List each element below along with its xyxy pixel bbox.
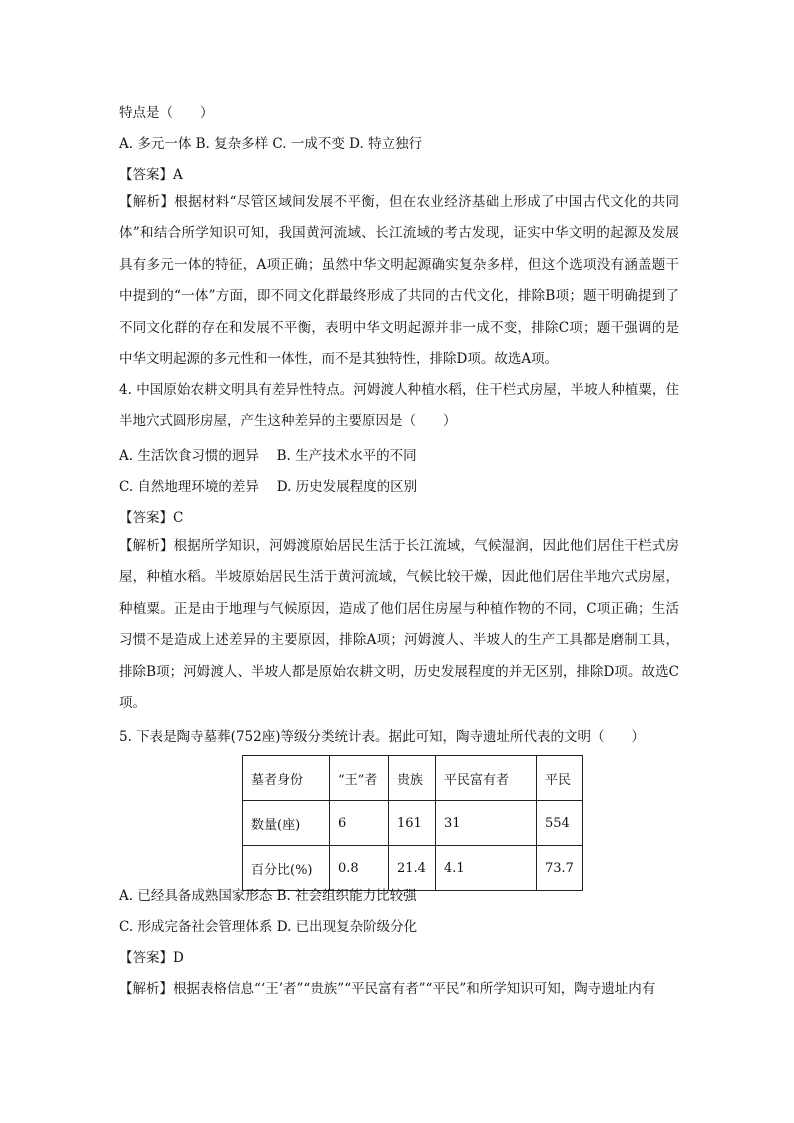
table-header-cell: 平民 [537,756,583,801]
table-cell: 4.1 [436,846,537,891]
q3-answer: 【答案】A [119,167,183,183]
q5-options-cd: C. 形成完备社会管理体系 D. 已出现复杂阶级分化 [119,919,418,935]
table-header-cell: 平民富有者 [436,756,537,801]
q4-options-ab: A. 生活饮食习惯的迥异 B. 生产技术水平的不同 [119,448,417,464]
q3-stem-end: 特点是（ ） [119,105,214,121]
table-header-cell: “王”者 [330,756,389,801]
table-cell: 百分比(%) [243,846,330,891]
q3-options: A. 多元一体 B. 复杂多样 C. 一成不变 D. 特立独行 [119,136,423,152]
table-cell: 21.4 [389,846,436,891]
table-row [243,846,583,891]
table-cell: 73.7 [537,846,583,891]
table-header-cell: 贵族 [389,756,436,801]
table-header-row [243,756,583,801]
table-cell: 554 [537,801,583,846]
q4-answer: 【答案】C [119,510,184,526]
table-cell: 6 [330,801,389,846]
q4-options-cd: C. 自然地理环境的差异 D. 历史发展程度的区别 [119,479,418,495]
q5-options-ab: A. 已经具备成熟国家形态 B. 社会组织能力比较强 [119,888,417,904]
q4-analysis: 【解析】根据所学知识，河姆渡原始居民生活于长江流域，气候湿润，因此他们居住干栏式房屋，种植水稻。半坡原始居民生活于黄河流域，气候比较干燥，因此他们居住半地穴式房屋，种植粟。正是由于地理与气候原因，造成了他们居住房屋与种植作物的不同，C项正确；生活习惯不是造成上述差异的主要原因，排除A项；河姆渡人、半坡人的生产工具都是磨制工具，排除B项；河姆渡人、半坡人都是原始农耕文明，历史发展程度的并无区别，排除D项。故选C项。 [119,538,679,712]
q3-analysis: 【解析】根据材料“尽管区域间发展不平衡，但在农业经济基础上形成了中国古代文化的共同体”和结合所学知识可知，我国黄河流域、长江流域的考古发现，证实中华文明的起源及发展具有多元一体的特征，A项正确；虽然中华文明起源确实复杂多样，但这个选项没有涵盖题干中提到的“一体”方面，即不同文化群最终形成了共同的古代文化，排除B项；题干明确提到了不同文化群的存在和发展不平衡，表明中华文明起源并非一成不变，排除C项；题干强调的是中华文明起源的多元性和一体性，而不是其独特性，排除D项。故选A项。 [119,194,679,368]
q4-stem: 4. 中国原始农耕文明具有差异性特点。河姆渡人种植水稻，住干栏式房屋，半坡人种植粟，住半地穴式圆形房屋，产生这种差异的主要原因是（ ） [119,382,679,430]
tomb-stats-table [242,755,583,891]
q5-stem: 5. 下表是陶寺墓葬(752座)等级分类统计表。据此可知，陶寺遗址所代表的文明（ ） [119,729,645,745]
q5-analysis-start: 【解析】根据表格信息“‘王’者”“贵族”“平民富有者”“平民”和所学知识可知，陶寺遗址内有 [119,981,656,997]
table-cell: 31 [436,801,537,846]
table-row [243,801,583,846]
q5-answer: 【答案】D [119,950,184,966]
table-cell: 161 [389,801,436,846]
table-header-cell: 墓者身份 [243,756,330,801]
table-cell: 数量(座) [243,801,330,846]
table-cell: 0.8 [330,846,389,891]
